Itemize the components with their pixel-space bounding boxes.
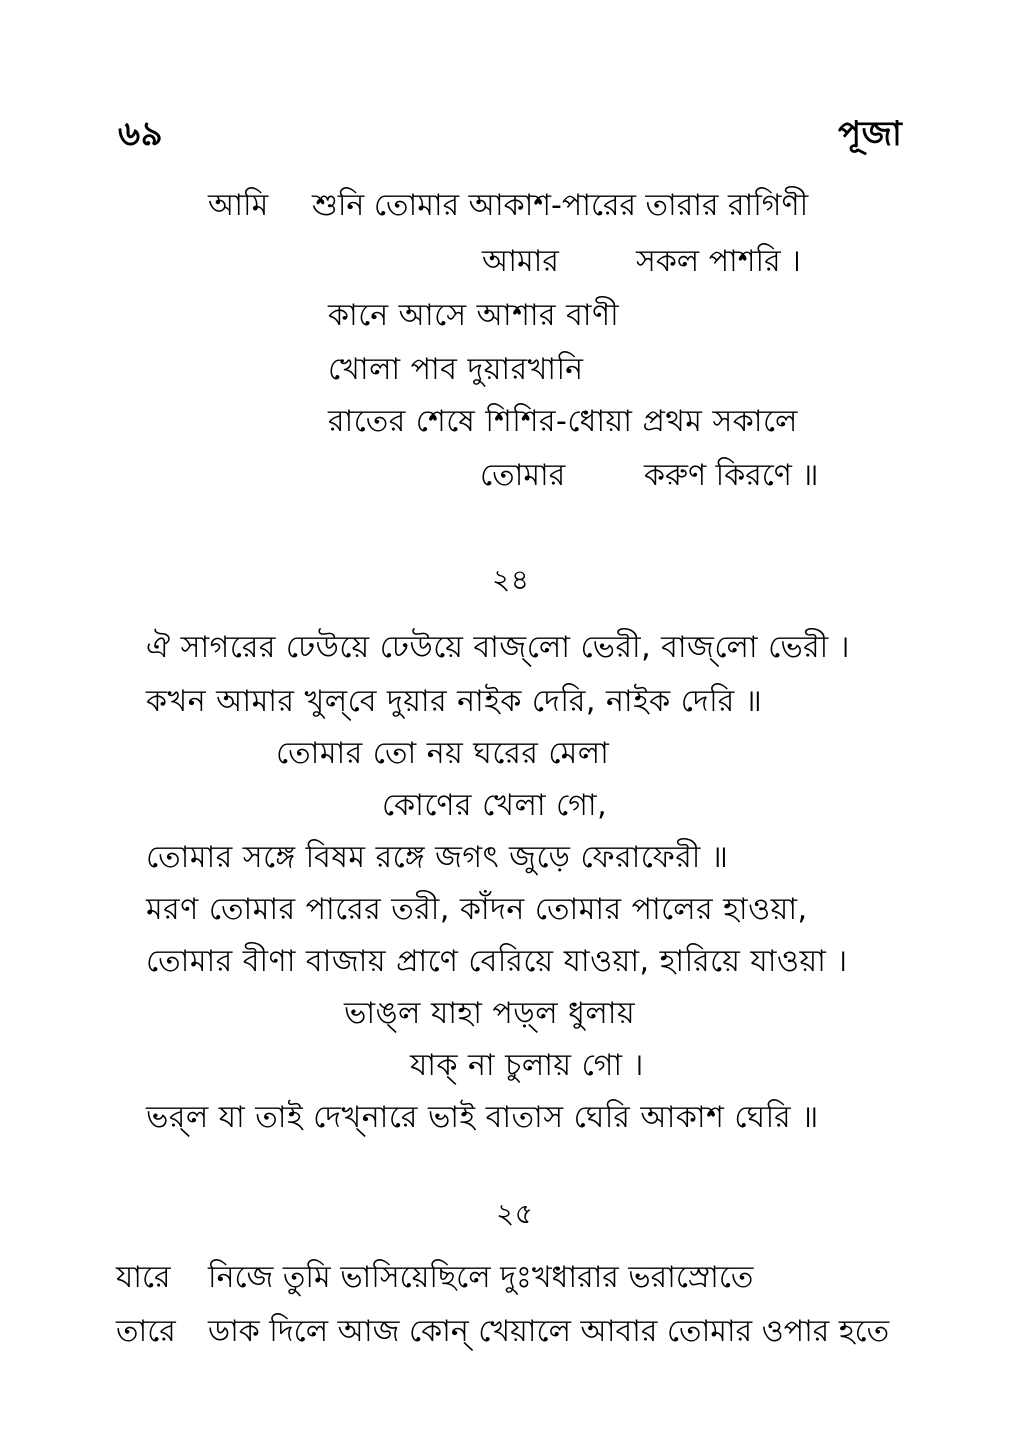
song-line: কানে আসে আশার বাণী bbox=[328, 298, 620, 333]
line-speaker: আমি bbox=[208, 188, 269, 223]
song-line: কোণের খেলা গো, bbox=[382, 788, 608, 823]
song-line bbox=[0, 1258, 1024, 1298]
line-speaker: যারে bbox=[116, 1260, 171, 1295]
song-line: খোলা পাব দুয়ারখানি bbox=[328, 352, 584, 387]
line-text: সকল পাশরি । bbox=[636, 244, 801, 279]
song-number: ২৪ bbox=[492, 563, 530, 596]
song-line: ঐ সাগরের ঢেউয়ে ঢেউয়ে বাজ্‌লো ভেরী, বাজ্‌লো ভেরী । bbox=[146, 630, 851, 665]
song-line bbox=[0, 1312, 1024, 1352]
song-line: তোমার সঙ্গে বিষম রঙ্গে জগৎ জুড়ে ফেরাফেরী ॥ bbox=[146, 840, 729, 875]
song-number: ২৫ bbox=[496, 1197, 534, 1230]
line-text: করুণ কিরণে ॥ bbox=[644, 458, 819, 493]
song-line: ভাঙ্‌ল যাহা পড়্‌ল ধুলায় bbox=[344, 996, 636, 1031]
song-line bbox=[0, 186, 1024, 226]
song-line bbox=[0, 456, 1024, 496]
line-text: ডাক দিলে আজ কোন্‌ খেয়ালে আবার তোমার ওপার হতে bbox=[208, 1314, 890, 1349]
running-title: পূজা bbox=[838, 114, 903, 154]
line-text: নিজে তুমি ভাসিয়েছিলে দুঃখধারার ভরাস্রোতে bbox=[208, 1260, 754, 1295]
line-text: তোমার bbox=[480, 458, 566, 493]
line-text: শুনি তোমার আকাশ-পারের তারার রাগিণী bbox=[312, 188, 809, 223]
page-number: ৬৯ bbox=[118, 114, 164, 154]
song-line: যাক্‌ না চুলায় গো । bbox=[410, 1048, 644, 1083]
song-line: মরণ তোমার পারের তরী, কাঁদন তোমার পালের হাওয়া, bbox=[146, 892, 808, 927]
song-line bbox=[0, 242, 1024, 282]
song-line: রাতের শেষে শিশির-ধোয়া প্রথম সকালে bbox=[328, 404, 798, 439]
line-speaker: তারে bbox=[116, 1314, 176, 1349]
song-line: ভর্‌ল যা তাই দেখ্‌নারে ভাই বাতাস ঘেরি আকাশ ঘেরি ॥ bbox=[146, 1100, 819, 1135]
line-text: আমার bbox=[482, 244, 559, 279]
song-line: তোমার বীণা বাজায় প্রাণে বেরিয়ে যাওয়া, হারিয়ে যাওয়া । bbox=[146, 944, 848, 979]
song-line: তোমার তো নয় ঘরের মেলা bbox=[276, 736, 610, 771]
song-line: কখন আমার খুল্‌বে দুয়ার নাইক দেরি, নাইক দেরি ॥ bbox=[146, 684, 763, 719]
